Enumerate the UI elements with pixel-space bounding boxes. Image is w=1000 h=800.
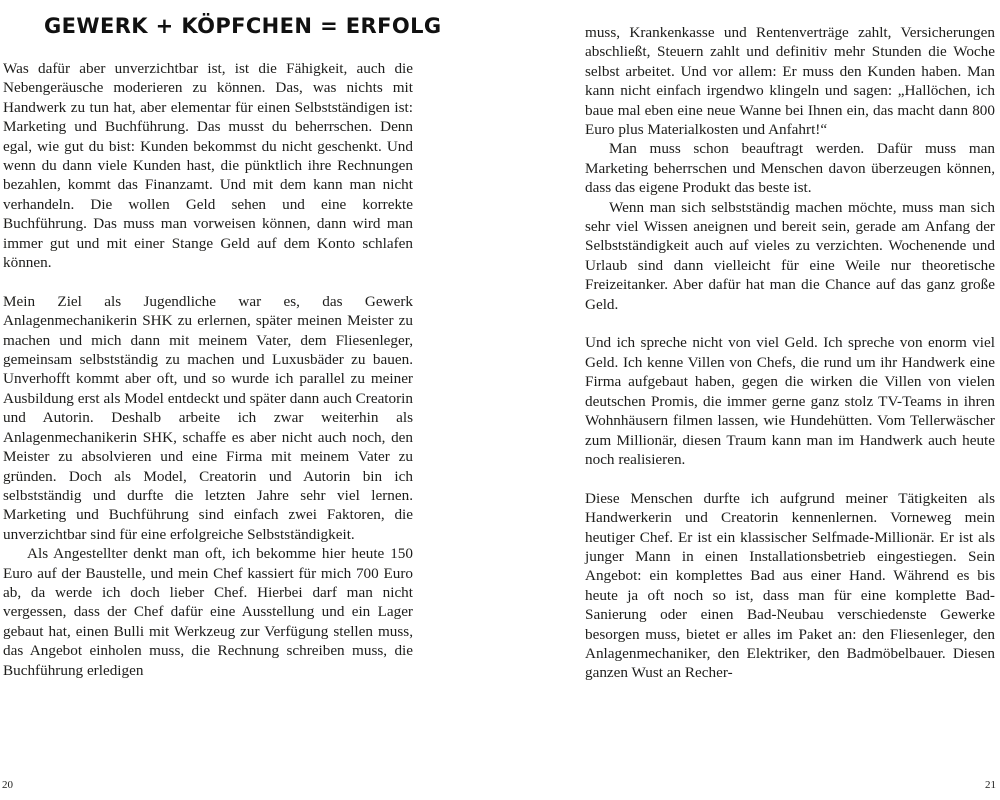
paragraph: Man muss schon beauftragt werden. Dafür muss man Marketing beherrschen und Menschen davon überzeugen können, dass das eigene Produkt das beste ist. (585, 140, 995, 197)
left-text-column (3, 59, 413, 680)
paragraph: Mein Ziel als Jugendliche war es, das Gewerk Anlagenmechanikerin SHK zu erlernen, später meinen Meister zu machen und mich dann mit meinem Vater, dem Fliesenleger, gemeinsam selbstständig zu machen und Luxusbäder zu bauen. Unverhofft kommt aber oft, und so wurde ich parallel zu meiner Ausbildung erst als Model entdeckt und später dann auch Creatorin und Autorin. Deshalb arbeite ich zwar weiterhin als Anlagenmechanikerin SHK, schaffe es aber nicht auch noch, den Meister zu absolvieren und eine Firma mit meinem Vater zu gründen. Doch als Model, Creatorin und Autorin bin ich selbstständig und durfte die letzten Jahre sehr viel lernen. Marketing und Buchführung sind einfach zwei Faktoren, die unverzichtbar sind für eine erfolgreiche Selbstständigkeit. (3, 292, 413, 543)
paragraph: Diese Menschen durfte ich aufgrund meiner Tätigkeiten als Handwerkerin und Creatorin kennenlernen. Vorneweg mein heutiger Chef. Er ist ein klassischer Selfmade-Millionär. Er ist als junger Mann in einen Installationsbetrieb eingestiegen. Sein Angebot: ein komplettes Bad aus einer Hand. Während es bis heute ja oft noch so ist, dass man für eine komplette Bad-Sanierung oder einen Bad-Neubau verschiedenste Gewerke besorgen muss, bietet er alles im Paket an: den Fliesenleger, den Anlagenmechaniker, den Elektriker, den Badmöbelbauer. Diesen ganzen Wust an Recher- (585, 489, 995, 682)
paragraph: muss, Krankenkasse und Rentenverträge zahlt, Versicherungen abschließt, Steuern zahlt und definitiv mehr Stunden die Woche selbst arbeitet. Und vor allem: Er muss den Kunden haben. Man kann nicht einfach irgendwo klingeln und sagen: „Hallöchen, ich baue mal eben eine neue Wanne bei Ihnen ein, das macht dann 800 Euro plus Materialkosten und Anfahrt!“ (585, 24, 995, 139)
right-text-column (585, 23, 995, 683)
right-page (500, 0, 1000, 800)
chapter-heading: GEWERK + KÖPFCHEN = ERFOLG (44, 14, 442, 38)
paragraph: Und ich spreche nicht von viel Geld. Ich spreche von enorm viel Geld. Ich kenne Villen von Chefs, die rund um ihr Handwerk eine Firma aufgebaut haben, gegen die wirken die Villen von vielen deutschen Promis, die immer gerne ganz stolz TV-Teams in ihren Wohnhäusern filmen lassen, wie Hundehütten. Vom Tellerwäscher zum Millionär, diesen Traum kann man im Handwerk auch heute noch realisieren. (585, 334, 995, 468)
page-number-left: 20 (2, 779, 13, 791)
page-number-right: 21 (985, 779, 996, 791)
paragraph: Was dafür aber unverzichtbar ist, ist die Fähigkeit, auch die Nebengeräusche moderieren zu können. Das, was nichts mit Handwerk zu tun hat, aber elementar für einen Selbstständigen ist: Marketing und Buchführung. Das musst du beherrschen. Denn egal, wie gut du bist: Kunden bekommst du nicht geschenkt. Und wenn du dann viele Kunden hast, die pünktlich ihre Rechnungen bezahlen, kommt das Finanzamt. Und mit dem kann man nicht verhandeln. Die wollen Geld sehen und eine korrekte Buchführung. Das muss man vorweisen können, dann wird man immer gut und mit einer Stange Geld auf dem Konto schlafen können. (3, 60, 413, 272)
paragraph: Als Angestellter denkt man oft, ich bekomme hier heute 150 Euro auf der Baustelle, und mein Chef kassiert für mich 700 Euro ab, da werde ich doch lieber Chef. Hierbei darf man nicht vergessen, dass der Chef dafür eine Ausstellung und ein Lager gebaut hat, einen Bulli mit Werkzeug zur Verfügung stellen muss, das Angebot einholen muss, die Rechnung schreiben muss, die Buchführung erledigen (3, 545, 413, 679)
paragraph: Wenn man sich selbstständig machen möchte, muss man sich sehr viel Wissen aneignen und bereit sein, gerade am Anfang der Selbstständigkeit auch auf vieles zu verzichten. Wochenende und Urlaub sind dann vielleicht für eine Weile nur theoretische Freizeitanker. Aber dafür hat man die Chance auf das ganz große Geld. (585, 198, 995, 313)
